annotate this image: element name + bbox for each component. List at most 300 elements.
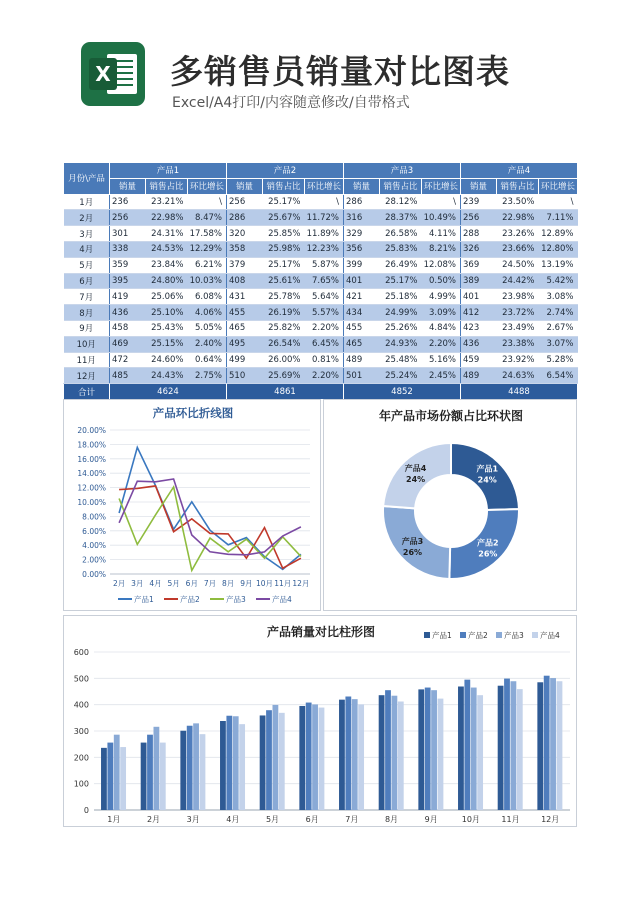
growth-cell: 2.20%: [305, 368, 344, 384]
sales-cell: 455: [227, 305, 263, 321]
legend-label: 产品2: [468, 631, 488, 640]
sales-cell: 419: [110, 289, 146, 305]
growth-cell: 13.19%: [539, 257, 578, 273]
growth-cell: \: [188, 194, 227, 210]
month-cell: 5月: [64, 257, 110, 273]
share-cell: 23.84%: [146, 257, 188, 273]
share-cell: 24.80%: [146, 273, 188, 289]
growth-cell: 4.99%: [422, 289, 461, 305]
bar-2: [504, 679, 510, 810]
growth-cell: \: [539, 194, 578, 210]
share-cell: 24.93%: [380, 336, 422, 352]
sales-cell: 286: [344, 194, 380, 210]
growth-cell: 5.05%: [188, 320, 227, 336]
bar-3: [511, 681, 517, 810]
sales-cell: 239: [461, 194, 497, 210]
bar-4: [279, 713, 285, 810]
x-tick-label: 2月: [146, 815, 161, 824]
slice-percent-label: 24%: [477, 475, 497, 485]
share-cell: 25.67%: [263, 210, 305, 226]
share-cell: 22.98%: [146, 210, 188, 226]
sales-cell: 256: [110, 210, 146, 226]
bar-4: [120, 747, 126, 810]
share-cell: 23.38%: [497, 336, 539, 352]
bar-1: [299, 706, 305, 810]
sales-cell: 469: [110, 336, 146, 352]
table-row: [64, 226, 578, 242]
subheader-cell: 销量: [344, 178, 380, 194]
sales-cell: 256: [461, 210, 497, 226]
sales-cell: 489: [344, 352, 380, 368]
bar-2: [187, 726, 193, 810]
line-chart-title: 产品环比折线图: [152, 406, 234, 420]
bar-1: [537, 682, 543, 810]
bar-2: [385, 690, 391, 810]
x-tick-label: 3月: [186, 815, 200, 824]
series-line-2: [119, 486, 301, 568]
subheader-cell: 销量: [110, 178, 146, 194]
sales-cell: 501: [344, 368, 380, 384]
slice-percent-label: 26%: [478, 549, 498, 559]
x-tick-label: 10月: [461, 815, 480, 824]
growth-cell: 12.80%: [539, 241, 578, 257]
group-header: 产品4: [461, 163, 578, 179]
sales-table-container: [63, 162, 577, 399]
bar-3: [471, 688, 477, 810]
growth-cell: 6.54%: [539, 368, 578, 384]
y-tick-label: 10.00%: [77, 498, 106, 507]
y-tick-label: 14.00%: [77, 469, 106, 479]
table-row: [64, 368, 578, 384]
bar-3: [550, 678, 556, 810]
donut-chart-panel: [323, 399, 577, 611]
sales-cell: 236: [110, 194, 146, 210]
growth-cell: 11.72%: [305, 210, 344, 226]
line-chart: [64, 400, 322, 612]
growth-cell: 8.21%: [422, 241, 461, 257]
sales-cell: 412: [461, 305, 497, 321]
sales-cell: 359: [110, 257, 146, 273]
legend-swatch: [496, 632, 502, 638]
bar-2: [544, 676, 550, 810]
series-line-3: [119, 487, 301, 570]
share-cell: 24.43%: [146, 368, 188, 384]
bar-3: [114, 735, 120, 810]
bar-2: [345, 697, 351, 811]
bar-1: [458, 687, 464, 811]
growth-cell: \: [422, 194, 461, 210]
bar-4: [517, 689, 523, 810]
legend-label: 产品4: [272, 595, 292, 604]
sales-cell: 288: [461, 226, 497, 242]
table-body: [64, 194, 578, 384]
page-title: 多销售员销量对比图表: [170, 52, 510, 91]
share-cell: 25.43%: [146, 320, 188, 336]
table-row: [64, 241, 578, 257]
growth-cell: 2.40%: [188, 336, 227, 352]
share-cell: 25.10%: [146, 305, 188, 321]
legend-label: 产品1: [432, 631, 452, 640]
growth-cell: 4.11%: [422, 226, 461, 242]
table-row: [64, 320, 578, 336]
legend-label: 产品3: [504, 631, 524, 640]
growth-cell: 0.50%: [422, 273, 461, 289]
y-tick-label: 12.00%: [77, 483, 106, 493]
month-cell: 8月: [64, 305, 110, 321]
month-cell: 4月: [64, 241, 110, 257]
share-cell: 25.17%: [263, 194, 305, 210]
share-cell: 25.17%: [380, 273, 422, 289]
x-tick-label: 5月: [167, 579, 180, 588]
growth-cell: 3.07%: [539, 336, 578, 352]
y-tick-label: 300: [73, 727, 89, 736]
month-cell: 11月: [64, 352, 110, 368]
bar-4: [398, 702, 404, 810]
legend-swatch: [424, 632, 430, 638]
sales-cell: 338: [110, 241, 146, 257]
growth-cell: 12.89%: [539, 226, 578, 242]
x-tick-label: 5月: [265, 815, 280, 824]
bar-1: [220, 721, 226, 810]
subheader-cell: 环比增长: [188, 178, 227, 194]
total-label: 合计: [64, 384, 110, 400]
y-tick-label: 2.00%: [82, 555, 106, 565]
sales-cell: 459: [461, 352, 497, 368]
y-tick-label: 600: [73, 648, 89, 657]
y-tick-label: 100: [73, 779, 89, 789]
share-cell: 25.69%: [263, 368, 305, 384]
growth-cell: 7.11%: [539, 210, 578, 226]
share-cell: 24.50%: [497, 257, 539, 273]
month-cell: 3月: [64, 226, 110, 242]
sales-cell: 431: [227, 289, 263, 305]
growth-cell: 11.89%: [305, 226, 344, 242]
bar-3: [233, 716, 239, 810]
share-cell: 26.49%: [380, 257, 422, 273]
share-cell: 23.26%: [497, 226, 539, 242]
growth-cell: 4.84%: [422, 320, 461, 336]
x-tick-label: 12月: [541, 815, 560, 824]
legend-label: 产品4: [540, 631, 560, 640]
donut-chart: [324, 400, 578, 612]
group-header: 产品2: [227, 163, 344, 179]
bar-4: [160, 743, 166, 810]
legend-label: 产品3: [226, 595, 246, 604]
x-tick-label: 12月: [292, 579, 310, 588]
sales-cell: 301: [110, 226, 146, 242]
subheader-cell: 销量: [227, 178, 263, 194]
bar-1: [141, 743, 147, 810]
legend-swatch: [460, 632, 466, 638]
sales-cell: 489: [461, 368, 497, 384]
group-header: 产品1: [110, 163, 227, 179]
growth-cell: 17.58%: [188, 226, 227, 242]
share-cell: 25.85%: [263, 226, 305, 242]
series-line-4: [119, 479, 301, 555]
growth-cell: 5.42%: [539, 273, 578, 289]
bar-2: [107, 743, 113, 810]
month-cell: 6月: [64, 273, 110, 289]
share-cell: 25.61%: [263, 273, 305, 289]
bar-3: [312, 704, 318, 810]
sales-cell: 256: [227, 194, 263, 210]
growth-cell: 6.21%: [188, 257, 227, 273]
growth-cell: 3.09%: [422, 305, 461, 321]
share-cell: 24.31%: [146, 226, 188, 242]
month-cell: 2月: [64, 210, 110, 226]
month-cell: 1月: [64, 194, 110, 210]
bar-2: [147, 735, 153, 810]
share-cell: 23.98%: [497, 289, 539, 305]
bar-1: [260, 715, 266, 810]
share-cell: 23.72%: [497, 305, 539, 321]
table-row: [64, 257, 578, 273]
sales-cell: 369: [461, 257, 497, 273]
bar-3: [392, 696, 398, 810]
y-tick-label: 400: [73, 700, 89, 710]
sales-cell: 379: [227, 257, 263, 273]
growth-cell: 6.08%: [188, 289, 227, 305]
share-cell: 23.49%: [497, 320, 539, 336]
growth-cell: 12.29%: [188, 241, 227, 257]
growth-cell: 2.74%: [539, 305, 578, 321]
bar-1: [180, 731, 186, 810]
month-cell: 10月: [64, 336, 110, 352]
y-tick-label: 6.00%: [82, 526, 106, 536]
subheader-cell: 销量: [461, 178, 497, 194]
sales-cell: 326: [461, 241, 497, 257]
growth-cell: 2.45%: [422, 368, 461, 384]
share-cell: 26.58%: [380, 226, 422, 242]
subheader-cell: 环比增长: [305, 178, 344, 194]
share-cell: 26.54%: [263, 336, 305, 352]
x-tick-label: 6月: [305, 815, 319, 824]
growth-cell: 2.20%: [305, 320, 344, 336]
subheader-cell: 销售占比: [380, 178, 422, 194]
share-cell: 23.50%: [497, 194, 539, 210]
page-header: [0, 0, 640, 130]
subheader-cell: 环比增长: [422, 178, 461, 194]
table-row: [64, 273, 578, 289]
subheader-cell: 销售占比: [146, 178, 188, 194]
bar-4: [200, 734, 206, 810]
x-tick-label: 9月: [240, 579, 253, 588]
bar-2: [266, 710, 272, 810]
bar-3: [273, 705, 279, 810]
total-cell: 4852: [344, 384, 461, 400]
x-tick-label: 7月: [203, 579, 217, 588]
slice-percent-label: 24%: [406, 474, 426, 484]
y-tick-label: 20.00%: [77, 426, 106, 435]
slice-name-label: 产品1: [476, 464, 499, 474]
share-cell: 24.42%: [497, 273, 539, 289]
share-cell: 25.24%: [380, 368, 422, 384]
share-cell: 25.15%: [146, 336, 188, 352]
table-row: [64, 194, 578, 210]
x-tick-label: 11月: [501, 815, 520, 824]
growth-cell: 2.67%: [539, 320, 578, 336]
bar-1: [339, 700, 345, 810]
sales-cell: 465: [344, 336, 380, 352]
growth-cell: 12.23%: [305, 241, 344, 257]
sales-cell: 458: [110, 320, 146, 336]
bar-4: [319, 708, 325, 810]
slice-name-label: 产品4: [404, 463, 427, 473]
x-tick-label: 4月: [149, 579, 162, 588]
sales-cell: 408: [227, 273, 263, 289]
sales-cell: 401: [344, 273, 380, 289]
y-tick-label: 16.00%: [77, 454, 106, 464]
x-tick-label: 4月: [226, 815, 240, 824]
month-cell: 9月: [64, 320, 110, 336]
share-cell: 25.18%: [380, 289, 422, 305]
sales-cell: 436: [461, 336, 497, 352]
y-tick-label: 500: [73, 674, 89, 684]
y-tick-label: 4.00%: [82, 541, 106, 551]
growth-cell: 2.75%: [188, 368, 227, 384]
growth-cell: 10.03%: [188, 273, 227, 289]
slice-name-label: 产品3: [401, 536, 424, 546]
share-cell: 26.00%: [263, 352, 305, 368]
growth-cell: 5.28%: [539, 352, 578, 368]
table-row: [64, 210, 578, 226]
page-subtitle: Excel/A4打印/内容随意修改/自带格式: [172, 95, 410, 111]
growth-cell: 5.16%: [422, 352, 461, 368]
share-cell: 25.17%: [263, 257, 305, 273]
sales-cell: 472: [110, 352, 146, 368]
sales-cell: 399: [344, 257, 380, 273]
slice-percent-label: 26%: [402, 547, 423, 557]
bar-1: [379, 695, 385, 810]
subheader-cell: 环比增长: [539, 178, 578, 194]
line-chart-panel: [63, 399, 321, 611]
subheader-cell: 销售占比: [497, 178, 539, 194]
sales-cell: 436: [110, 305, 146, 321]
share-cell: 25.48%: [380, 352, 422, 368]
sales-cell: 423: [461, 320, 497, 336]
sales-cell: 389: [461, 273, 497, 289]
x-tick-label: 1月: [107, 815, 121, 824]
bar-4: [557, 681, 563, 810]
bar-chart: [64, 616, 578, 828]
growth-cell: 4.06%: [188, 305, 227, 321]
bar-2: [425, 688, 431, 810]
share-cell: 22.98%: [497, 210, 539, 226]
growth-cell: 3.08%: [539, 289, 578, 305]
bar-3: [431, 690, 437, 810]
y-tick-label: 200: [73, 753, 89, 763]
growth-cell: 7.65%: [305, 273, 344, 289]
growth-cell: 0.64%: [188, 352, 227, 368]
table-corner-header: 月份\产品: [64, 163, 110, 195]
sales-cell: 358: [227, 241, 263, 257]
sales-table: [63, 162, 578, 400]
bar-3: [193, 723, 199, 810]
legend-swatch: [532, 632, 538, 638]
legend-label: 产品2: [180, 595, 200, 604]
bar-1: [101, 748, 107, 810]
bar-3: [352, 699, 358, 810]
legend-label: 产品1: [134, 595, 154, 604]
bar-4: [438, 699, 444, 810]
sales-cell: 495: [227, 336, 263, 352]
sales-cell: 499: [227, 352, 263, 368]
x-tick-label: 8月: [384, 815, 399, 824]
slice-name-label: 产品2: [477, 538, 499, 548]
total-cell: 4861: [227, 384, 344, 400]
sales-cell: 329: [344, 226, 380, 242]
bar-3: [154, 727, 160, 810]
share-cell: 25.98%: [263, 241, 305, 257]
share-cell: 23.21%: [146, 194, 188, 210]
share-cell: 23.66%: [497, 241, 539, 257]
bar-chart-panel: [63, 615, 577, 827]
total-cell: 4624: [110, 384, 227, 400]
bar-4: [358, 704, 364, 810]
share-cell: 24.99%: [380, 305, 422, 321]
y-tick-label: 0.00%: [82, 570, 106, 579]
table-row: [64, 289, 578, 305]
share-cell: 25.26%: [380, 320, 422, 336]
bar-2: [306, 703, 312, 810]
share-cell: 25.06%: [146, 289, 188, 305]
sales-cell: 316: [344, 210, 380, 226]
x-tick-label: 7月: [345, 815, 359, 824]
growth-cell: \: [305, 194, 344, 210]
table-row: [64, 305, 578, 321]
sales-cell: 455: [344, 320, 380, 336]
total-cell: 4488: [461, 384, 578, 400]
table-row: [64, 352, 578, 368]
sales-cell: 465: [227, 320, 263, 336]
growth-cell: 5.57%: [305, 305, 344, 321]
y-tick-label: 18.00%: [77, 440, 106, 450]
table-row: [64, 336, 578, 352]
share-cell: 24.63%: [497, 368, 539, 384]
total-row: [64, 384, 578, 400]
sales-cell: 320: [227, 226, 263, 242]
growth-cell: 2.20%: [422, 336, 461, 352]
excel-icon: [81, 42, 145, 106]
subheader-row: [64, 178, 578, 194]
growth-cell: 12.08%: [422, 257, 461, 273]
x-tick-label: 8月: [222, 579, 235, 588]
sales-cell: 434: [344, 305, 380, 321]
logo-letter: X: [89, 58, 117, 90]
sales-cell: 395: [110, 273, 146, 289]
share-cell: 25.82%: [263, 320, 305, 336]
share-cell: 24.53%: [146, 241, 188, 257]
sales-cell: 401: [461, 289, 497, 305]
month-cell: 12月: [64, 368, 110, 384]
group-header: 产品3: [344, 163, 461, 179]
sales-cell: 485: [110, 368, 146, 384]
bar-chart-title: 产品销量对比柱形图: [266, 625, 376, 639]
subheader-cell: 销售占比: [263, 178, 305, 194]
growth-cell: 5.64%: [305, 289, 344, 305]
growth-cell: 5.87%: [305, 257, 344, 273]
x-tick-label: 10月: [256, 579, 274, 588]
y-tick-label: 8.00%: [82, 512, 106, 522]
x-tick-label: 6月: [185, 579, 198, 588]
bar-1: [418, 689, 424, 810]
x-tick-label: 11月: [274, 579, 292, 588]
growth-cell: 8.47%: [188, 210, 227, 226]
share-cell: 28.37%: [380, 210, 422, 226]
growth-cell: 10.49%: [422, 210, 461, 226]
month-cell: 7月: [64, 289, 110, 305]
sales-cell: 510: [227, 368, 263, 384]
